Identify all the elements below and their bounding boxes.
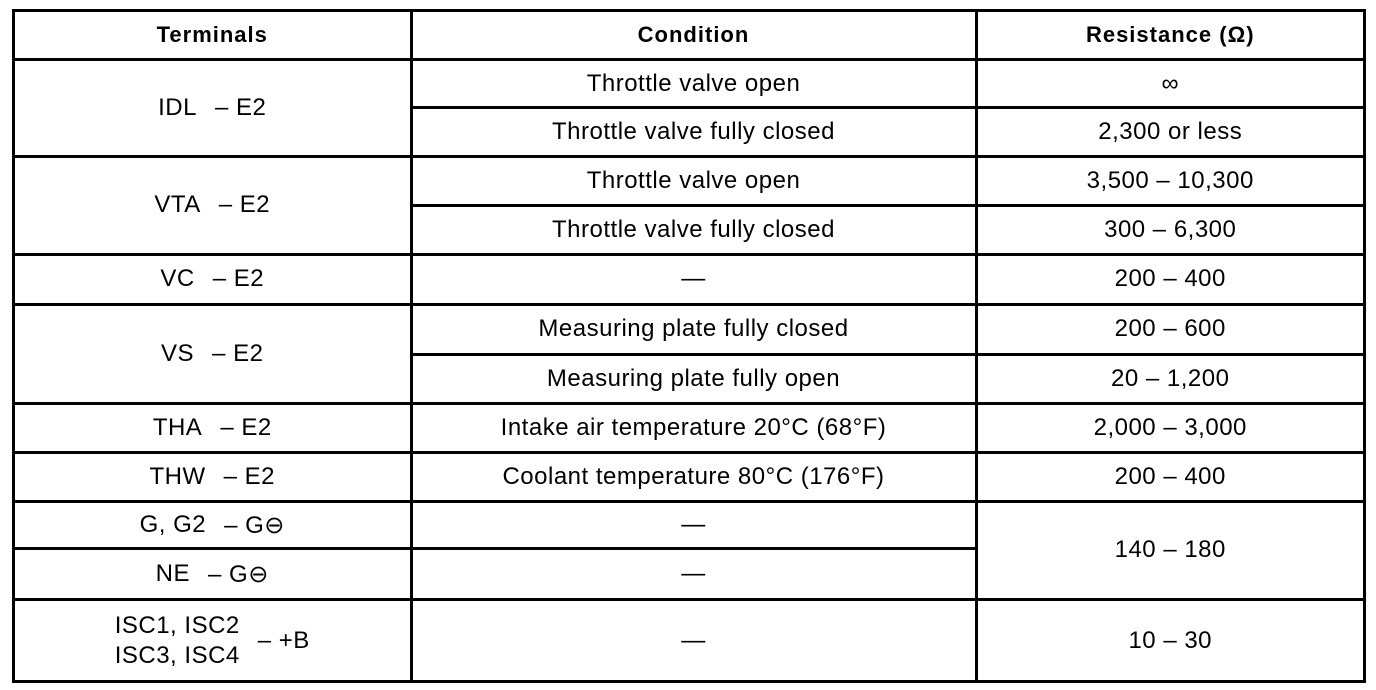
terminal-name: G, G2 — [139, 511, 207, 539]
terminal-name: THA — [152, 414, 203, 442]
resistance-cell: 200 – 600 — [976, 304, 1363, 354]
terminal-cell — [15, 549, 411, 600]
table-row — [15, 404, 1363, 453]
condition-cell: Throttle valve open — [411, 60, 976, 108]
terminal-ground: – E2 — [218, 191, 271, 219]
terminal-cell — [15, 501, 411, 549]
header-resistance: Resistance (Ω) — [976, 12, 1363, 60]
terminal-cell — [15, 156, 411, 254]
terminal-name: ISC3, ISC4 — [114, 641, 240, 669]
terminal-cell — [15, 255, 411, 305]
resistance-cell: 10 – 30 — [976, 600, 1363, 680]
terminal-ground: – E2 — [223, 462, 276, 490]
terminal-ground: – E2 — [212, 340, 264, 368]
terminal-name: IDL — [158, 93, 197, 121]
table-row — [15, 304, 1363, 354]
condition-cell: — — [411, 501, 976, 549]
terminal-name: VS — [161, 340, 195, 368]
condition-cell: Intake air temperature 20°C (68°F) — [411, 404, 976, 453]
terminal-ground: – G⊖ — [208, 560, 269, 588]
condition-cell: Throttle valve fully closed — [411, 107, 976, 156]
terminal-cell — [15, 60, 411, 156]
resistance-spec-table — [15, 12, 1363, 680]
terminal-name-group — [115, 611, 240, 671]
resistance-cell: 3,500 – 10,300 — [976, 156, 1363, 206]
terminal-ground: – E2 — [220, 414, 272, 442]
resistance-cell: 2,000 – 3,000 — [976, 404, 1363, 453]
resistance-cell: 300 – 6,300 — [976, 206, 1363, 255]
resistance-cell: 2,300 or less — [976, 107, 1363, 156]
header-terminals: Terminals — [15, 12, 411, 60]
header-row — [15, 12, 1363, 60]
terminal-ground: – E2 — [212, 265, 265, 293]
terminal-name: THW — [149, 462, 206, 490]
terminal-name: VTA — [154, 191, 201, 219]
resistance-cell: 200 – 400 — [976, 255, 1363, 305]
table-row — [15, 600, 1363, 680]
terminal-name: NE — [155, 560, 191, 588]
table-row — [15, 156, 1363, 206]
condition-cell: — — [411, 600, 976, 680]
terminal-ground: – G⊖ — [224, 511, 285, 539]
table-row — [15, 255, 1363, 305]
header-condition: Condition — [411, 12, 976, 60]
table-row — [15, 501, 1363, 549]
terminal-ground: – E2 — [214, 93, 267, 121]
table-row — [15, 60, 1363, 108]
condition-cell: Throttle valve fully closed — [411, 206, 976, 255]
condition-cell: Throttle valve open — [411, 156, 976, 206]
condition-cell: — — [411, 255, 976, 305]
resistance-cell: 200 – 400 — [976, 453, 1363, 502]
resistance-spec-sheet — [12, 9, 1366, 683]
terminal-cell — [15, 600, 411, 680]
resistance-cell: 140 – 180 — [976, 501, 1363, 599]
terminal-ground: – +B — [257, 626, 310, 654]
resistance-cell: 20 – 1,200 — [976, 354, 1363, 404]
resistance-cell: ∞ — [976, 60, 1363, 108]
terminal-name: VC — [160, 265, 195, 293]
condition-cell: Coolant temperature 80°C (176°F) — [411, 453, 976, 502]
condition-cell: — — [411, 549, 976, 600]
terminal-cell — [15, 404, 411, 453]
condition-cell: Measuring plate fully closed — [411, 304, 976, 354]
terminal-cell — [15, 304, 411, 403]
condition-cell: Measuring plate fully open — [411, 354, 976, 404]
terminal-name: ISC1, ISC2 — [114, 611, 240, 639]
terminal-cell — [15, 453, 411, 502]
table-row — [15, 453, 1363, 502]
